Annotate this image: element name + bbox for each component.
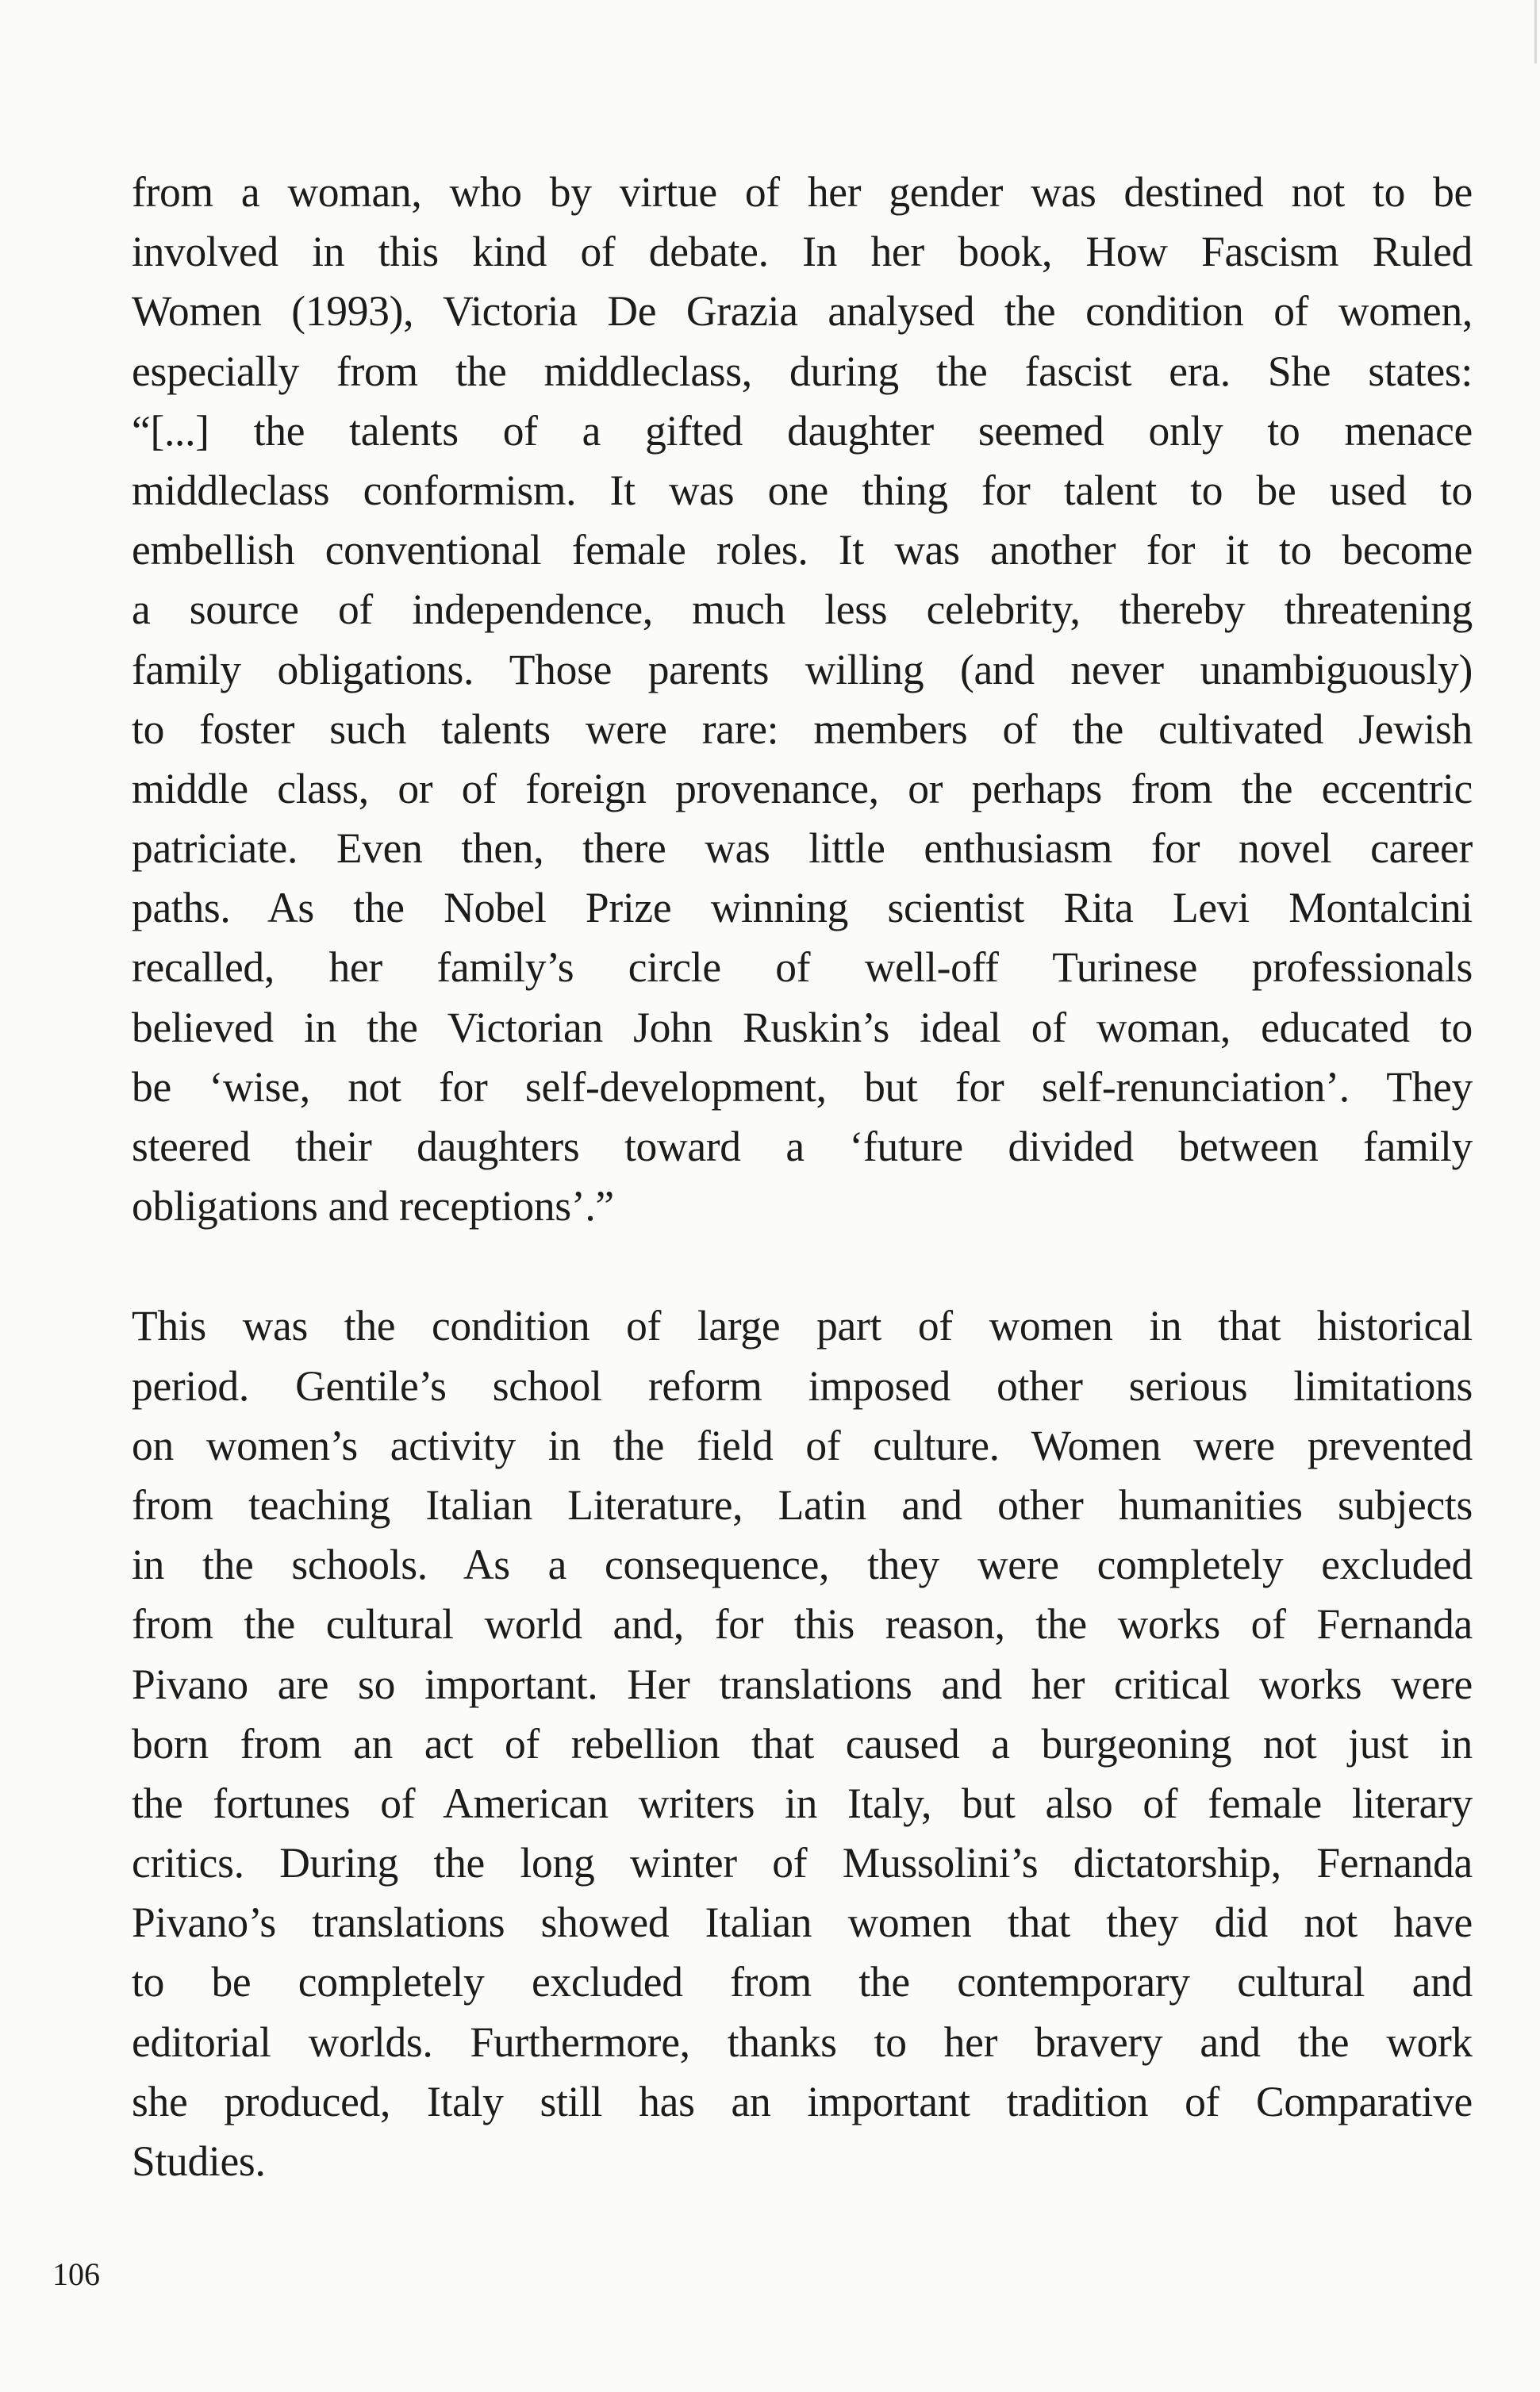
text-line: critics. During the long winter of Mussolini’s dictatorship, Fernanda: [132, 1839, 1473, 1887]
text-line: to foster such talents were rare: members of the cultivated Jewish: [132, 705, 1473, 753]
text-line: period. Gentile’s school reform imposed other serious limitations: [132, 1361, 1473, 1410]
text-line: the fortunes of American writers in Italy, but also of female literary: [132, 1779, 1473, 1827]
page-number: 106: [52, 2256, 100, 2292]
text-line: This was the condition of large part of women in that historical: [132, 1302, 1473, 1350]
text-line: believed in the Victorian John Ruskin’s ideal of woman, educated to: [132, 1003, 1473, 1051]
text-line: from a woman, who by virtue of her gender was destined not to be: [132, 168, 1473, 216]
text-line: steered their daughters toward a ‘future divided between family: [132, 1123, 1473, 1170]
text-line: Pivano’s translations showed Italian women that they did not have: [132, 1899, 1473, 1947]
text-line: a source of independence, much less celebrity, thereby threatening: [132, 586, 1473, 634]
text-line: Women (1993), Victoria De Grazia analysed the condition of women,: [132, 287, 1473, 336]
text-line: especially from the middleclass, during the fascist era. She states:: [132, 347, 1473, 395]
text-line: middle class, or of foreign provenance, or perhaps from the eccentric: [132, 764, 1473, 812]
text-line: on women’s activity in the field of culture. Women were prevented: [132, 1421, 1473, 1469]
text-line: embellish conventional female roles. It was another for it to become: [132, 526, 1473, 574]
text-line: family obligations. Those parents willing (and never unambiguously): [132, 645, 1473, 693]
paragraph-body: [132, 1296, 1473, 2191]
text-line: middleclass conformism. It was one thing for talent to be used to: [132, 466, 1473, 514]
text-line: from the cultural world and, for this reason, the works of Fernanda: [132, 1600, 1473, 1649]
text-line: editorial worlds. Furthermore, thanks to her bravery and the work: [132, 2018, 1473, 2066]
text-line: recalled, her family’s circle of well-off Turinese professionals: [132, 943, 1473, 992]
text-line: be ‘wise, not for self-development, but for self-renunciation’. They: [132, 1062, 1473, 1111]
paragraph-quote: [132, 163, 1473, 1236]
text-line: obligations and receptions’.”: [132, 1182, 614, 1231]
text-line: born from an act of rebellion that caused a burgeoning not just in: [132, 1719, 1473, 1768]
text-line: paths. As the Nobel Prize winning scientist Rita Levi Montalcini: [132, 884, 1473, 932]
text-line: from teaching Italian Literature, Latin and other humanities subjects: [132, 1480, 1473, 1529]
text-line: patriciate. Even then, there was little enthusiasm for novel career: [132, 824, 1473, 873]
page-edge-mark: [1534, 0, 1537, 63]
text-line: Pivano are so important. Her translations and her critical works were: [132, 1660, 1473, 1708]
text-line: involved in this kind of debate. In her book, How Fascism Ruled: [132, 228, 1473, 276]
text-line: Studies.: [132, 2137, 266, 2185]
text-line: “[...] the talents of a gifted daughter seemed only to menace: [132, 406, 1473, 455]
text-line: she produced, Italy still has an important tradition of Comparative: [132, 2077, 1473, 2125]
body-text: [132, 163, 1473, 2191]
paragraph-gap: [132, 1236, 1473, 1296]
text-line: in the schools. As a consequence, they were completely excluded: [132, 1541, 1473, 1589]
text-line: to be completely excluded from the contemporary cultural and: [132, 1958, 1473, 2006]
